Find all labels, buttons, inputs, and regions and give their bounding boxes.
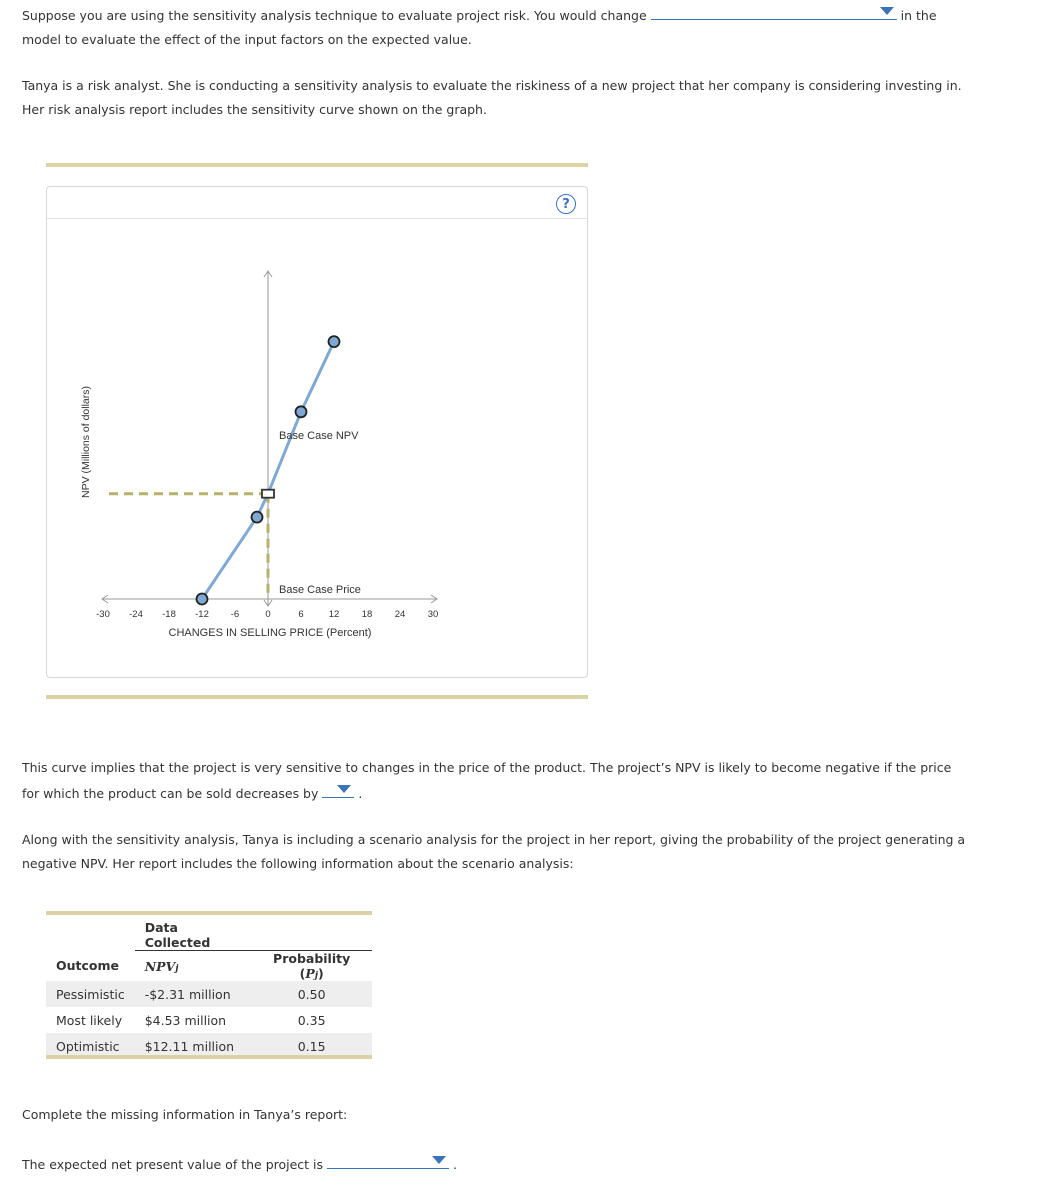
dropdown-arrow-icon xyxy=(337,785,351,793)
base-price-label: Base Case Price xyxy=(279,584,361,596)
graph-top-rule xyxy=(46,163,588,167)
question-4 xyxy=(22,1151,457,1177)
q3-line-2: negative NPV. Her report includes the following information about the scenario analysis: xyxy=(22,856,574,871)
x-tick-label: -30 xyxy=(96,609,110,620)
instruction: Complete the missing information in Tanya’s report: xyxy=(22,1107,348,1122)
q1-text-a: Suppose you are using the sensitivity analysis technique to evaluate project risk. You would change xyxy=(22,8,647,23)
x-tick-label: 6 xyxy=(298,609,304,620)
x-tick-label: 18 xyxy=(361,609,373,620)
col-npv: NPVj xyxy=(144,958,179,974)
x-tick-label: 30 xyxy=(427,609,439,620)
curve-point xyxy=(252,512,263,523)
outcome-cell: Optimistic xyxy=(46,1033,135,1059)
table-bottom-rule xyxy=(46,1055,372,1059)
x-axis-label: CHANGES IN SELLING PRICE (Percent) xyxy=(168,627,372,639)
q2-line-2: for which the product can be sold decreases by xyxy=(22,786,319,801)
prob-cell: 0.35 xyxy=(297,1012,326,1028)
q2-line-1: This curve implies that the project is very sensitive to changes in the price of the product. The project’s NPV is likely to become negative if the price xyxy=(22,760,952,775)
q2-period: . xyxy=(358,786,363,801)
sensitivity-graph xyxy=(46,186,588,678)
x-tick-label: 24 xyxy=(394,609,406,620)
col-probability: Probability (Pj) xyxy=(273,951,351,981)
curve-point xyxy=(296,406,307,417)
x-tick-label: -18 xyxy=(162,609,176,620)
prob-cell: 0.15 xyxy=(251,1033,372,1059)
table-top-rule xyxy=(46,911,372,915)
help-icon[interactable]: ? xyxy=(556,194,576,214)
question-2 xyxy=(22,756,951,806)
y-axis-label: NPV (Millions of dollars) xyxy=(80,385,92,499)
table-row xyxy=(46,981,372,1007)
curve-point xyxy=(197,594,208,605)
q4-period: . xyxy=(453,1157,457,1172)
question-3 xyxy=(22,828,965,876)
price-decrease-dropdown[interactable] xyxy=(322,780,354,798)
x-tick-label: 0 xyxy=(265,609,271,620)
outcome-cell: Most likely xyxy=(56,1012,123,1028)
x-tick-label: -6 xyxy=(230,609,240,620)
q4-text: The expected net present value of the project is xyxy=(22,1157,324,1172)
scenario-table xyxy=(46,920,372,1059)
dropdown-arrow-icon xyxy=(880,7,894,15)
outcome-cell: Pessimistic xyxy=(46,981,135,1007)
x-tick-label: -24 xyxy=(129,609,143,620)
base-npv-label: Base Case NPV xyxy=(279,430,359,442)
model-dropdown[interactable] xyxy=(651,2,897,20)
npv-cell: -$2.31 million xyxy=(135,981,252,1007)
x-tick-label: -12 xyxy=(195,609,209,620)
intro-line-2: Her risk analysis report includes the sensitivity curve shown on the graph. xyxy=(22,102,487,117)
table-row xyxy=(46,1007,372,1033)
q1-text-c: model to evaluate the effect of the input factors on the expected value. xyxy=(22,32,472,47)
col-outcome: Outcome xyxy=(56,958,120,974)
x-tick-label: 12 xyxy=(328,609,340,620)
q3-line-1: Along with the sensitivity analysis, Tanya is including a scenario analysis for the project in her report, giving the probability of the project generating a xyxy=(22,832,966,847)
graph-bottom-rule xyxy=(46,695,588,699)
expected-npv-dropdown[interactable] xyxy=(327,1151,449,1169)
chart-svg xyxy=(47,187,587,677)
group-header: Data Collected xyxy=(135,920,252,951)
npv-cell: $4.53 million xyxy=(144,1012,227,1028)
q1-text-b: in the xyxy=(900,8,937,23)
curve-point xyxy=(329,336,340,347)
question-1 xyxy=(22,2,937,52)
intro-paragraph xyxy=(22,74,962,122)
base-case-marker xyxy=(262,490,274,498)
prob-cell: 0.50 xyxy=(251,981,372,1007)
dropdown-arrow-icon xyxy=(432,1156,446,1164)
intro-line-1: Tanya is a risk analyst. She is conducting a sensitivity analysis to evaluate the riskiness of a new project that her company is considering investing in. xyxy=(22,78,962,93)
npv-cell: $12.11 million xyxy=(135,1033,252,1059)
